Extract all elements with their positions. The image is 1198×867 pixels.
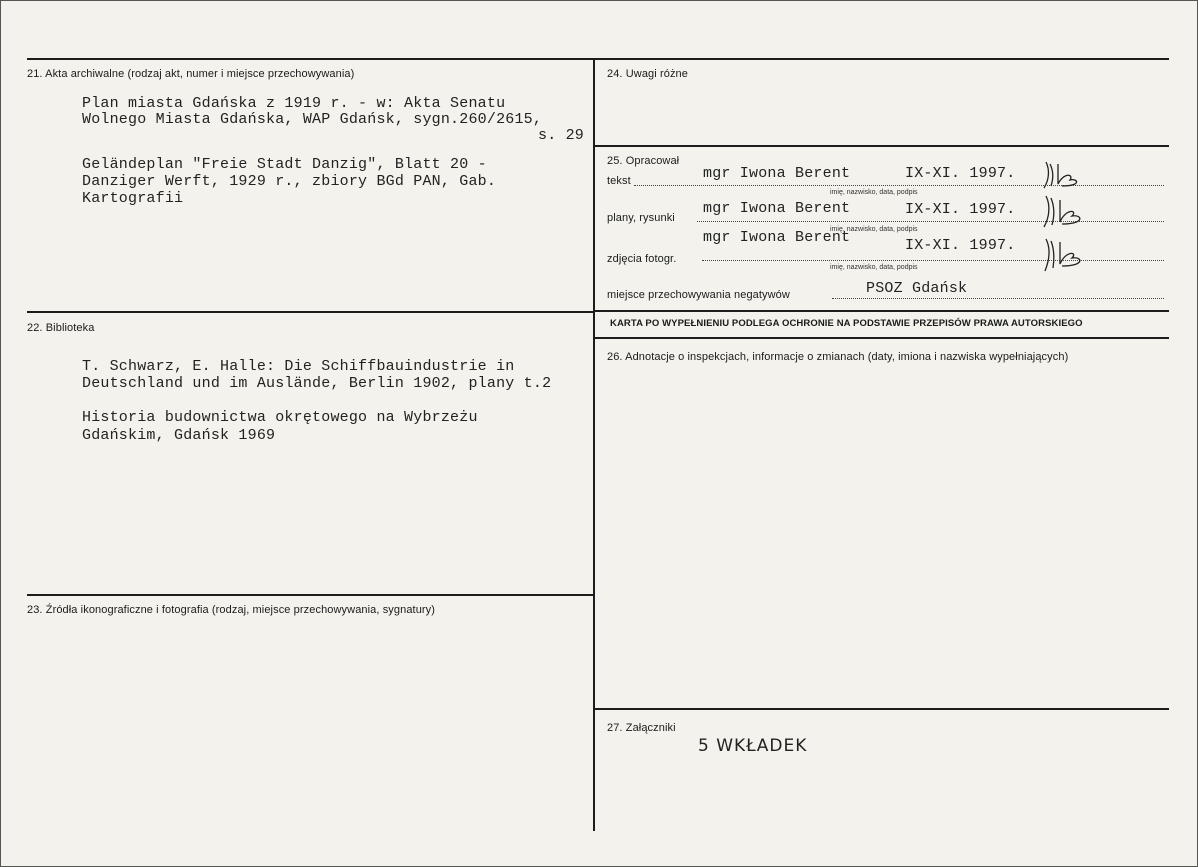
- s21-line-5: Danziger Werft, 1929 r., zbiory BGd PAN, Gab.: [82, 173, 497, 190]
- row-photos-caption: imię, nazwisko, data, podpis: [830, 264, 918, 271]
- section-26-label: 26. Adnotacje o inspekcjach, informacje o zmianach (daty, imiona i nazwiska wypełniających): [607, 351, 1069, 363]
- s21-line-3: s. 29: [538, 127, 585, 144]
- rule-26-27: [594, 708, 1169, 710]
- row-photos-label: zdjęcia fotogr.: [607, 253, 677, 265]
- row-text-caption: imię, nazwisko, data, podpis: [830, 189, 918, 196]
- section-21-label: 21. Akta archiwalne (rodzaj akt, numer i miejsce przechowywania): [27, 68, 355, 80]
- s22-line-1: T. Schwarz, E. Halle: Die Schiffbauindustrie in: [82, 358, 515, 375]
- row-text-label: tekst: [607, 175, 631, 187]
- row-text-date: IX-XI. 1997.: [905, 165, 1016, 182]
- rule-24-25: [594, 145, 1169, 147]
- section-24-label: 24. Uwagi różne: [607, 68, 688, 80]
- signature-2: [1040, 192, 1092, 230]
- section-23-label: 23. Źródła ikonograficzne i fotografia (rodzaj, miejsce przechowywania, sygnatury): [27, 604, 436, 616]
- rule-notice-26: [594, 337, 1169, 339]
- attachments-value: 5 WKŁADEK: [698, 736, 808, 756]
- center-divider: [593, 58, 595, 831]
- section-25-label: 25. Opracował: [607, 155, 680, 167]
- rule-21-22: [27, 311, 594, 313]
- top-rule: [27, 58, 1169, 60]
- row-photos-name: mgr Iwona Berent: [703, 229, 851, 246]
- row-photos-date: IX-XI. 1997.: [905, 237, 1016, 254]
- negatives-label: miejsce przechowywania negatywów: [607, 289, 790, 301]
- copyright-notice: KARTA PO WYPEŁNIENIU PODLEGA OCHRONIE NA PODSTAWIE PRZEPISÓW PRAWA AUTORSKIEGO: [610, 318, 1083, 329]
- row-plans-name: mgr Iwona Berent: [703, 200, 851, 217]
- s22-line-4: Gdańskim, Gdańsk 1969: [82, 427, 276, 444]
- section-22-label: 22. Biblioteka: [27, 322, 95, 334]
- row-plans-caption: imię, nazwisko, data, podpis: [830, 226, 918, 233]
- s22-line-2: Deutschland und im Auslände, Berlin 1902, plany t.2: [82, 375, 552, 392]
- negatives-dots: [832, 298, 1164, 299]
- row-plans-date: IX-XI. 1997.: [905, 201, 1016, 218]
- rule-25-notice: [594, 310, 1169, 312]
- section-27-label: 27. Załączniki: [607, 722, 676, 734]
- s21-line-1: Plan miasta Gdańska z 1919 r. - w: Akta Senatu: [82, 95, 506, 112]
- rule-22-23: [27, 594, 594, 596]
- s21-line-2: Wolnego Miasta Gdańska, WAP Gdańsk, sygn.260/2615,: [82, 111, 543, 128]
- signature-1: [1040, 158, 1090, 190]
- row-text-name: mgr Iwona Berent: [703, 165, 851, 182]
- row-plans-dots: [697, 221, 1164, 222]
- row-photos-dots: [702, 260, 1164, 261]
- s21-line-4: Geländeplan "Freie Stadt Danzig", Blatt 20 -: [82, 156, 487, 173]
- s22-line-3: Historia budownictwa okrętowego na Wybrzeżu: [82, 409, 478, 426]
- s21-line-6: Kartografii: [82, 190, 184, 207]
- signature-3: [1040, 236, 1092, 274]
- row-plans-label: plany, rysunki: [607, 212, 675, 224]
- negatives-value: PSOZ Gdańsk: [866, 280, 968, 297]
